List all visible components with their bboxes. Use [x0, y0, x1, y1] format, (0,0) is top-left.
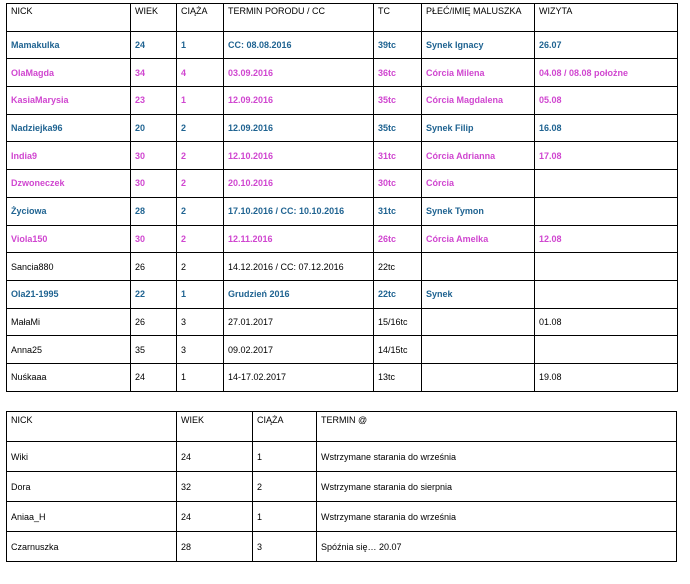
cell-baby — [422, 363, 535, 391]
cell-week: 35tc — [374, 87, 422, 115]
cell-pregnancy: 1 — [177, 363, 224, 391]
cell-baby: Synek Filip — [422, 114, 535, 142]
cell-pregnancy: 1 — [177, 280, 224, 308]
cell-baby: Córcia Magdalena — [422, 87, 535, 115]
cell-nick: Dzwoneczek — [7, 170, 131, 198]
cell-visit: 26.07 — [535, 31, 678, 59]
cell-week: 14/15tc — [374, 336, 422, 364]
header-nick: NICK — [7, 4, 131, 32]
table-row — [7, 225, 678, 253]
table-row — [7, 472, 677, 502]
cell-nick: India9 — [7, 142, 131, 170]
cell-age: 20 — [131, 114, 177, 142]
cell-age: 32 — [177, 472, 253, 502]
table-row — [7, 87, 678, 115]
cell-nick: Życiowa — [7, 197, 131, 225]
cell-week: 30tc — [374, 170, 422, 198]
cell-baby: Córcia — [422, 170, 535, 198]
cell-baby: Córcia Amelka — [422, 225, 535, 253]
table-row — [7, 502, 677, 532]
cell-week: 22tc — [374, 253, 422, 281]
cell-pregnancy: 3 — [253, 532, 317, 562]
cell-age: 23 — [131, 87, 177, 115]
cell-pregnancy: 2 — [177, 142, 224, 170]
cell-baby — [422, 336, 535, 364]
cell-nick: KasiaMarysia — [7, 87, 131, 115]
cell-term: Wstrzymane starania do września — [317, 502, 677, 532]
cell-pregnancy: 2 — [177, 225, 224, 253]
cell-age: 30 — [131, 170, 177, 198]
cell-nick: Nuśkaaa — [7, 363, 131, 391]
cell-due-date: 12.10.2016 — [224, 142, 374, 170]
cell-baby: Synek Tymon — [422, 197, 535, 225]
cell-visit: 16.08 — [535, 114, 678, 142]
cell-pregnancy: 2 — [177, 114, 224, 142]
cell-due-date: 12.09.2016 — [224, 114, 374, 142]
header-due-date: TERMIN PORODU / CC — [224, 4, 374, 32]
cell-pregnancy: 4 — [177, 59, 224, 87]
cell-baby: Synek — [422, 280, 535, 308]
cell-visit: 01.08 — [535, 308, 678, 336]
cell-pregnancy: 2 — [177, 197, 224, 225]
cell-due-date: 12.09.2016 — [224, 87, 374, 115]
cell-due-date: 03.09.2016 — [224, 59, 374, 87]
cell-visit: 12.08 — [535, 225, 678, 253]
cell-nick: Nadziejka96 — [7, 114, 131, 142]
trying-table — [6, 411, 677, 562]
cell-age: 26 — [131, 308, 177, 336]
cell-week: 13tc — [374, 363, 422, 391]
cell-nick: Aniaa_H — [7, 502, 177, 532]
table-row — [7, 308, 678, 336]
cell-visit — [535, 170, 678, 198]
cell-due-date: 12.11.2016 — [224, 225, 374, 253]
cell-age: 34 — [131, 59, 177, 87]
cell-nick: Viola150 — [7, 225, 131, 253]
cell-nick: Anna25 — [7, 336, 131, 364]
cell-nick: Ola21-1995 — [7, 280, 131, 308]
table-row — [7, 442, 677, 472]
cell-nick: Czarnuszka — [7, 532, 177, 562]
table-row — [7, 31, 678, 59]
table-row — [7, 114, 678, 142]
cell-due-date: 27.01.2017 — [224, 308, 374, 336]
cell-visit: 19.08 — [535, 363, 678, 391]
cell-visit — [535, 336, 678, 364]
cell-pregnancy: 1 — [177, 31, 224, 59]
cell-week: 36tc — [374, 59, 422, 87]
cell-due-date: 09.02.2017 — [224, 336, 374, 364]
cell-baby: Córcia Milena — [422, 59, 535, 87]
table-row — [7, 170, 678, 198]
cell-week: 22tc — [374, 280, 422, 308]
cell-due-date: Grudzień 2016 — [224, 280, 374, 308]
cell-nick: Wiki — [7, 442, 177, 472]
cell-visit: 17.08 — [535, 142, 678, 170]
cell-week: 31tc — [374, 197, 422, 225]
cell-week: 15/16tc — [374, 308, 422, 336]
cell-pregnancy: 1 — [253, 502, 317, 532]
table-row — [7, 59, 678, 87]
header-term: TERMIN @ — [317, 412, 677, 442]
header-row — [7, 4, 678, 32]
header-nick: NICK — [7, 412, 177, 442]
cell-nick: OlaMagda — [7, 59, 131, 87]
cell-term: Wstrzymane starania do sierpnia — [317, 472, 677, 502]
cell-nick: Dora — [7, 472, 177, 502]
cell-due-date: 14.12.2016 / CC: 07.12.2016 — [224, 253, 374, 281]
table-row — [7, 142, 678, 170]
cell-age: 30 — [131, 225, 177, 253]
cell-age: 24 — [131, 363, 177, 391]
pregnancy-table — [6, 3, 678, 392]
cell-nick: Sancia880 — [7, 253, 131, 281]
table-row — [7, 253, 678, 281]
cell-week: 39tc — [374, 31, 422, 59]
cell-baby — [422, 308, 535, 336]
cell-term: Wstrzymane starania do września — [317, 442, 677, 472]
cell-week: 26tc — [374, 225, 422, 253]
cell-visit: 05.08 — [535, 87, 678, 115]
cell-age: 22 — [131, 280, 177, 308]
cell-baby: Synek Ignacy — [422, 31, 535, 59]
cell-pregnancy: 2 — [177, 253, 224, 281]
header-visit: WIZYTA — [535, 4, 678, 32]
cell-visit: 04.08 / 08.08 położne — [535, 59, 678, 87]
cell-due-date: 14-17.02.2017 — [224, 363, 374, 391]
cell-due-date: 17.10.2016 / CC: 10.10.2016 — [224, 197, 374, 225]
cell-due-date: 20.10.2016 — [224, 170, 374, 198]
cell-pregnancy: 3 — [177, 308, 224, 336]
table-row — [7, 197, 678, 225]
header-row — [7, 412, 677, 442]
cell-age: 28 — [177, 532, 253, 562]
cell-visit — [535, 280, 678, 308]
cell-pregnancy: 1 — [253, 442, 317, 472]
cell-age: 24 — [177, 442, 253, 472]
header-pregnancy: CIĄŻA — [177, 4, 224, 32]
cell-age: 28 — [131, 197, 177, 225]
cell-term: Spóźnia się… 20.07 — [317, 532, 677, 562]
table-row — [7, 336, 678, 364]
header-age: WIEK — [177, 412, 253, 442]
table-row — [7, 280, 678, 308]
cell-visit — [535, 253, 678, 281]
header-baby: PŁEĆ/IMIĘ MALUSZKA — [422, 4, 535, 32]
cell-visit — [535, 197, 678, 225]
cell-nick: MałaMi — [7, 308, 131, 336]
cell-pregnancy: 2 — [177, 170, 224, 198]
table-row — [7, 532, 677, 562]
table-row — [7, 363, 678, 391]
cell-baby — [422, 253, 535, 281]
cell-week: 35tc — [374, 114, 422, 142]
header-pregnancy: CIĄŻA — [253, 412, 317, 442]
header-week: TC — [374, 4, 422, 32]
cell-pregnancy: 3 — [177, 336, 224, 364]
cell-age: 30 — [131, 142, 177, 170]
cell-nick: Mamakulka — [7, 31, 131, 59]
header-age: WIEK — [131, 4, 177, 32]
cell-age: 24 — [131, 31, 177, 59]
cell-age: 26 — [131, 253, 177, 281]
cell-age: 35 — [131, 336, 177, 364]
cell-due-date: CC: 08.08.2016 — [224, 31, 374, 59]
cell-age: 24 — [177, 502, 253, 532]
cell-pregnancy: 1 — [177, 87, 224, 115]
cell-baby: Córcia Adrianna — [422, 142, 535, 170]
cell-pregnancy: 2 — [253, 472, 317, 502]
cell-week: 31tc — [374, 142, 422, 170]
